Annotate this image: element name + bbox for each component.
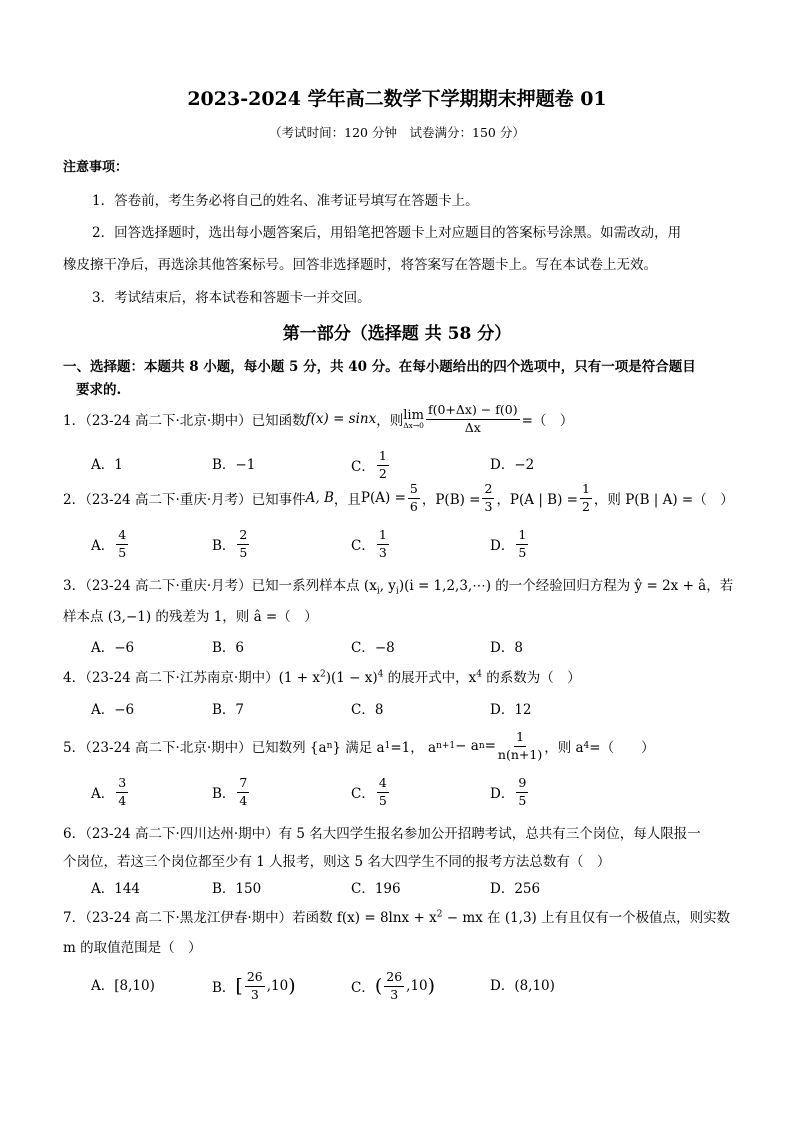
q5-suffix2: =（ ）: [589, 740, 655, 756]
question-3-line2: 样本点 (3,−1) 的残差为 1，则 â =（ ）: [63, 609, 318, 625]
q2-pb-num: 2: [482, 483, 494, 499]
q5-option-c[interactable]: [351, 773, 391, 811]
q5-mid: } 满足 a: [332, 740, 385, 756]
q7-option-c-tail: ,10: [406, 978, 428, 994]
q7-option-b-fraction: [245, 971, 265, 1001]
q5-sub-4: 4: [583, 741, 590, 751]
question-7-line1: [63, 906, 730, 926]
section-instruction-line1: 一、选择题：本题共 8 小题，每小题 5 分，共 40 分。在每小题给出的四个选项中，只有一项是符合题目: [63, 359, 696, 375]
q2-option-a-label: A．: [91, 538, 115, 554]
q2-pa: P(A) =: [360, 490, 406, 506]
q1-option-c-num: 1: [377, 450, 389, 466]
q1-option-c[interactable]: [351, 448, 391, 482]
q1-fraction: [426, 404, 520, 434]
question-3-line1: [63, 574, 733, 597]
q1-option-b[interactable]: B．−1: [212, 457, 256, 473]
q3-option-b[interactable]: B．6: [212, 640, 245, 656]
q7-line1-a: 7．（23-24 高二下·黑龙江伊春·期中）若函数 f(x) = 8lnx + x: [63, 910, 437, 926]
q2-pa-fraction: [408, 483, 420, 513]
q2-pab-fraction: [580, 483, 592, 513]
q1-suffix: =（ ）: [521, 413, 574, 429]
q1-option-c-den: 2: [378, 465, 387, 481]
q2-option-b-fraction: [237, 529, 249, 559]
q2-option-b[interactable]: [212, 526, 251, 562]
q2-pab-num: 1: [580, 483, 592, 499]
q7-option-b[interactable]: [212, 968, 296, 1004]
q7-option-b-open-bracket: [: [235, 975, 243, 997]
question-6-line2: 个岗位，若这三个岗位都至少有 1 人报考，则这 5 名大四学生不同的报考方法总数有（ ）: [63, 854, 611, 870]
q1-option-d[interactable]: D．−2: [490, 457, 535, 473]
q4-option-a[interactable]: A．−6: [91, 702, 135, 718]
notice-item-1: 1．答卷前，考生务必将自己的姓名、准考证号填写在答题卡上。: [92, 193, 479, 209]
q3-option-d[interactable]: D．8: [490, 640, 523, 656]
question-2-stem: [63, 479, 734, 517]
q2-option-b-den: 5: [239, 544, 248, 560]
q4-option-c[interactable]: C．8: [351, 702, 384, 718]
q5-rhs-den: n(n+1): [497, 746, 543, 762]
q2-mid: ，且: [333, 492, 361, 508]
q5-sub-n1: n+1: [436, 741, 456, 751]
q1-numerator: f(0+Δx) − f(0): [426, 404, 520, 420]
q5-option-a-label: A．: [91, 786, 115, 802]
exam-info: （考试时间：120 分钟 试卷满分：150 分）: [269, 125, 525, 140]
q5-option-b[interactable]: [212, 773, 251, 811]
q1-denominator: Δx: [464, 419, 481, 435]
q5-option-d-label: D．: [490, 786, 515, 802]
q5-option-c-den: 5: [378, 792, 387, 808]
q5-option-a-den: 4: [118, 792, 127, 808]
q4-part-d: 的系数为（ ）: [482, 670, 581, 686]
q3-sub-i2: i: [395, 586, 399, 597]
q7-option-b-den: 3: [250, 986, 259, 1002]
q2-option-b-label: B．: [212, 538, 236, 554]
q2-prefix: 2．（23-24 高二下·重庆·月考）已知事件: [63, 492, 306, 508]
q1-option-a[interactable]: A．1: [91, 457, 123, 473]
q7-option-c-open-paren: (: [374, 975, 383, 997]
q7-option-d[interactable]: D．(8,10): [490, 978, 555, 994]
q5-prefix: 5．（23-24 高二下·北京·期中）已知数列 {a: [63, 740, 327, 756]
q7-option-c-label: C．: [351, 980, 375, 996]
q3-line1-c: )(i = 1,2,3,⋯) 的一个经验回归方程为 ŷ = 2x + â，若: [398, 578, 734, 594]
question-1-stem: [63, 400, 573, 438]
notice-heading: 注意事项：: [63, 160, 129, 175]
q4-sup-3: 4: [476, 669, 483, 680]
q4-option-d[interactable]: D．12: [490, 702, 532, 718]
q5-option-b-num: 7: [237, 777, 249, 793]
q2-option-a[interactable]: [91, 526, 130, 562]
q7-line1-b: − mx 在 (1,3) 上有且仅有一个极值点，则实数: [442, 910, 731, 926]
q2-option-a-fraction: [116, 529, 128, 559]
question-4-stem: [63, 666, 581, 686]
q2-option-d-num: 1: [516, 529, 528, 545]
q7-option-c-den: 3: [390, 986, 399, 1002]
q5-suffix: ，则 a: [544, 740, 584, 756]
q7-option-c-close-paren: ): [427, 975, 436, 997]
q2-pa-den: 6: [409, 498, 418, 514]
question-7-line2: m 的取值范围是（ ）: [63, 940, 202, 956]
notice-item-2-line1: 2．回答选择题时，选出每小题答案后，用铅笔把答题卡上对应题目的答案标号涂黑。如需改动，用: [92, 225, 682, 241]
q5-rhs-num: 1: [514, 731, 526, 747]
q2-option-a-den: 5: [118, 544, 127, 560]
q1-prefix: 1．（23-24 高二下·北京·期中）已知函数: [63, 413, 306, 429]
q5-option-b-fraction: [237, 777, 249, 807]
notice-item-3: 3．考试结束后，将本试卷和答题卡一并交回。: [92, 290, 371, 306]
q4-sup-2: 4: [377, 669, 384, 680]
q3-line1-b: , y: [379, 578, 396, 594]
q4-part-a: 4．（23-24 高二下·江苏南京·期中）(1 + x: [63, 670, 320, 686]
q5-option-b-den: 4: [239, 792, 248, 808]
q7-option-b-label: B．: [212, 980, 236, 996]
q2-pab-den: 2: [581, 498, 590, 514]
q1-limit: [403, 409, 424, 430]
q4-option-b[interactable]: B．7: [212, 702, 245, 718]
q1-lim-word: lim: [403, 407, 424, 423]
q7-option-a[interactable]: A．[8,10): [91, 978, 155, 994]
q2-option-c[interactable]: [351, 526, 391, 562]
q5-sub-1: 1: [384, 741, 391, 751]
q2-events: A, B: [305, 490, 334, 506]
q3-option-c[interactable]: C．−8: [351, 640, 395, 656]
q7-sup: 2: [436, 909, 443, 920]
q4-part-b: )(1 − x): [325, 670, 378, 686]
q6-option-c[interactable]: C．196: [351, 881, 401, 897]
q5-mid2: =1， a: [390, 740, 437, 756]
q6-option-d[interactable]: D．256: [490, 881, 541, 897]
q5-option-c-fraction: [377, 777, 389, 807]
q7-option-c[interactable]: [351, 968, 435, 1004]
q5-option-a-num: 3: [116, 777, 128, 793]
q2-option-d-label: D．: [490, 538, 515, 554]
q2-option-a-num: 4: [116, 529, 128, 545]
q1-option-c-label: C．: [351, 459, 375, 475]
q1-lim-sub: Δx→0: [403, 420, 424, 430]
q5-mid3: − a: [455, 738, 479, 754]
notice-item-2-line2: 橡皮擦干净后，再选涂其他答案标号。回答非选择题时，将答案写在答题卡上。写在本试卷上无效。: [63, 257, 657, 273]
q2-option-c-num: 1: [377, 529, 389, 545]
q1-function: f(x) = sinx: [305, 411, 377, 427]
q5-option-a[interactable]: [91, 773, 130, 811]
q7-option-b-num: 26: [245, 971, 265, 987]
q5-option-c-num: 4: [377, 777, 389, 793]
q1-mid: ，则: [376, 413, 404, 429]
q7-option-b-close-paren: ): [288, 975, 296, 997]
page-title: 2023-2024 学年高二数学下学期期末押题卷 01: [187, 88, 607, 110]
q5-sub-n2: n: [478, 741, 485, 751]
q5-option-c-label: C．: [351, 786, 375, 802]
q2-pb-fraction: [482, 483, 494, 513]
q2-option-d-fraction: [516, 529, 528, 559]
q7-option-c-fraction: [384, 971, 404, 1001]
q7-option-c-num: 26: [384, 971, 404, 987]
q2-option-c-den: 3: [378, 544, 387, 560]
q4-sup-1: 2: [320, 669, 326, 680]
q2-option-b-num: 2: [237, 529, 249, 545]
q5-option-d-num: 9: [516, 777, 528, 793]
q5-option-d-den: 5: [518, 792, 527, 808]
q5-option-a-fraction: [116, 777, 128, 807]
question-5-stem: [63, 727, 655, 765]
q5-rhs-fraction: [498, 731, 542, 761]
q2-pab: ，P(A | B) =: [496, 492, 578, 508]
q5-option-d-fraction: [516, 777, 528, 807]
q2-suffix: ，则 P(B | A) =（ ）: [593, 492, 734, 508]
q5-option-d[interactable]: [490, 773, 530, 811]
q7-option-b-tail: ,10: [266, 978, 289, 994]
q6-option-b[interactable]: B．150: [212, 881, 262, 897]
q5-option-b-label: B．: [212, 786, 236, 802]
section-instruction-line2: 要求的.: [76, 382, 122, 398]
q5-mid4: =: [484, 738, 496, 754]
q1-option-c-fraction: [377, 450, 389, 480]
q2-option-d-den: 5: [518, 544, 527, 560]
q2-pa-num: 5: [408, 483, 420, 499]
q2-option-d[interactable]: [490, 526, 530, 562]
q6-option-a[interactable]: A．144: [91, 881, 141, 897]
q2-option-c-label: C．: [351, 538, 375, 554]
q3-sub-i1: i: [376, 586, 380, 597]
section-title: 第一部分（选择题 共 58 分）: [282, 324, 512, 344]
q2-pb: ，P(B) =: [421, 492, 481, 508]
q5-sub-n: n: [326, 741, 333, 751]
q2-option-c-fraction: [377, 529, 389, 559]
q2-pb-den: 3: [484, 498, 493, 514]
q3-option-a[interactable]: A．−6: [91, 640, 135, 656]
q4-part-c: 的展开式中，x: [383, 670, 477, 686]
question-6-line1: 6．（23-24 高二下·四川达州·期中）有 5 名大四学生报名参加公开招聘考试，总共有三个岗位，每人限报一: [63, 826, 701, 842]
q3-line1-a: 3．（23-24 高二下·重庆·月考）已知一系列样本点 (x: [63, 578, 377, 594]
